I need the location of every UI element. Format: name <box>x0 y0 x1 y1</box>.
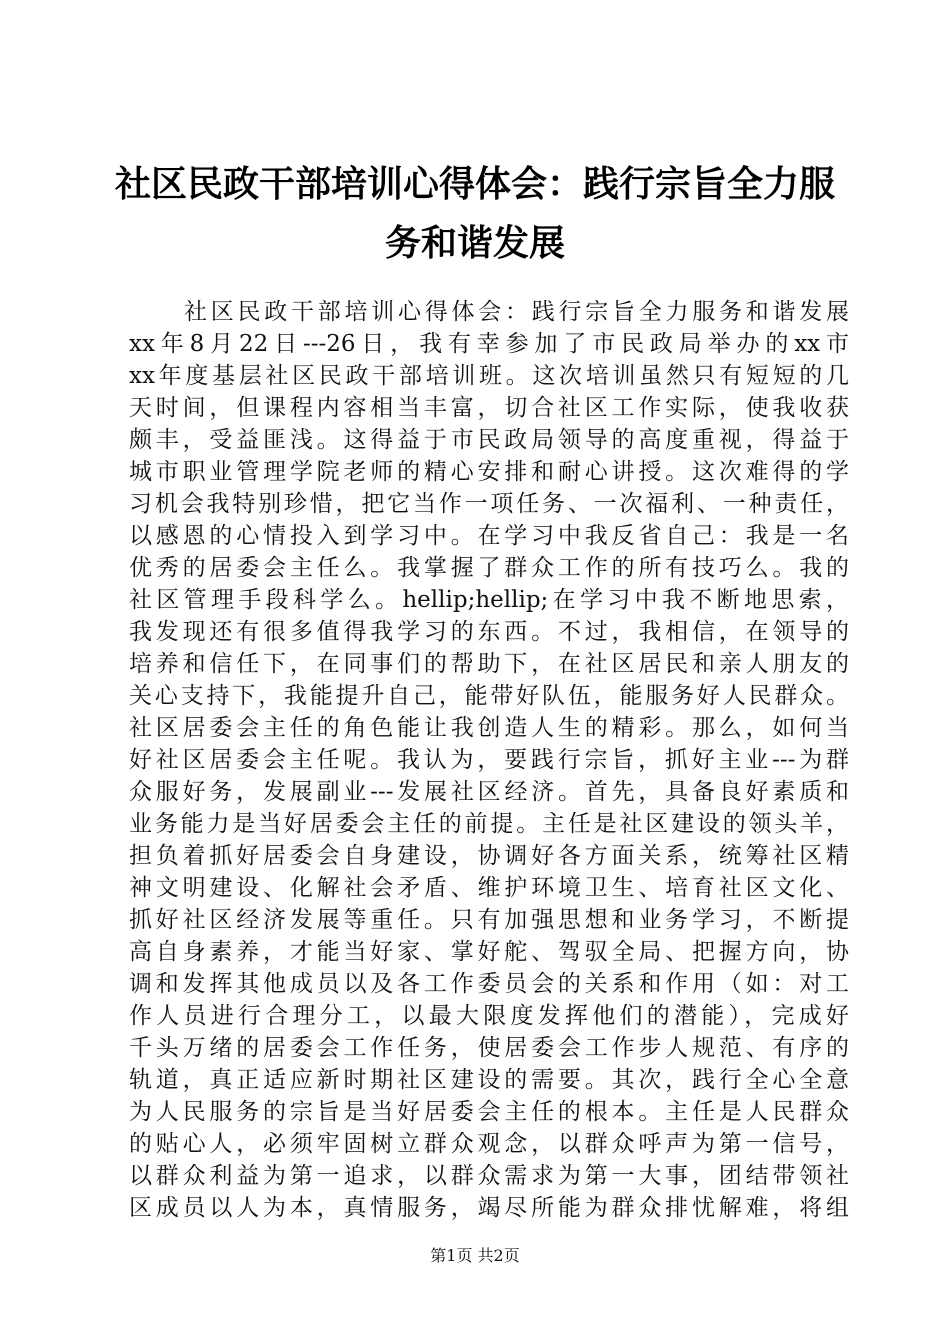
body-line: 调和发挥其他成员以及各工作委员会的关系和作用（如：对工 <box>129 971 849 997</box>
body-line: 好社区居委会主任呢。我认为，要践行宗旨，抓好主业---为群 <box>129 747 849 773</box>
body-line: 以感恩的心情投入到学习中。在学习中我反省自己：我是一名 <box>129 523 849 549</box>
body-line: 千头万绪的居委会工作任务，使居委会工作步人规范、有序的 <box>129 1035 849 1061</box>
body-line: 颇丰，受益匪浅。这得益于市民政局领导的高度重视，得益于 <box>129 427 849 453</box>
body-line: 众服好务，发展副业---发展社区经济。首先，具备良好素质和 <box>129 779 849 805</box>
body-line: 轨道，真正适应新时期社区建设的需要。其次，践行全心全意 <box>129 1067 849 1093</box>
body-line: 我发现还有很多值得我学习的东西。不过，我相信，在领导的 <box>129 619 849 645</box>
document-title-line-1: 社区民政干部培训心得体会：践行宗旨全力服 <box>114 163 835 205</box>
body-line: 业务能力是当好居委会主任的前提。主任是社区建设的领头羊， <box>129 811 849 837</box>
page-footer: 第1页 共2页 <box>430 1246 520 1265</box>
body-line: 社区民政干部培训心得体会：践行宗旨全力服务和谐发展 <box>184 299 849 325</box>
body-line: 担负着抓好居委会自身建设，协调好各方面关系，统筹社区精 <box>129 843 849 869</box>
document-body <box>129 296 849 1224</box>
body-line: 社区居委会主任的角色能让我创造人生的精彩。那么，如何当 <box>129 715 849 741</box>
body-line: 优秀的居委会主任么。我掌握了群众工作的所有技巧么。我的 <box>129 555 849 581</box>
body-line: 习机会我特别珍惜，把它当作一项任务、一次福利、一种责任， <box>129 491 849 517</box>
body-line: 关心支持下，我能提升自己，能带好队伍，能服务好人民群众。 <box>129 683 849 709</box>
body-line: 神文明建设、化解社会矛盾、维护环境卫生、培育社区文化、 <box>129 875 849 901</box>
document-title-line-2: 务和谐发展 <box>384 222 565 264</box>
body-line: xx年度基层社区民政干部培训班。这次培训虽然只有短短的几 <box>129 363 849 389</box>
body-line: 抓好社区经济发展等重任。只有加强思想和业务学习，不断提 <box>129 907 849 933</box>
body-line: 区成员以人为本，真情服务，竭尽所能为群众排忧解难，将组 <box>129 1195 849 1221</box>
body-line: 的贴心人，必须牢固树立群众观念，以群众呼声为第一信号， <box>129 1131 849 1157</box>
body-line: 培养和信任下，在同事们的帮助下，在社区居民和亲人朋友的 <box>129 651 849 677</box>
body-line: 社区管理手段科学么。hellip;hellip;在学习中我不断地思索， <box>129 587 849 613</box>
body-line: 为人民服务的宗旨是当好居委会主任的根本。主任是人民群众 <box>129 1099 849 1125</box>
body-line: 以群众利益为第一追求，以群众需求为第一大事，团结带领社 <box>129 1163 849 1189</box>
body-line: 天时间，但课程内容相当丰富，切合社区工作实际，使我收获 <box>129 395 849 421</box>
body-line: xx年8月22日---26日，我有幸参加了市民政局举办的xx市 <box>129 331 849 357</box>
body-line: 高自身素养，才能当好家、掌好舵、驾驭全局、把握方向，协 <box>129 939 849 965</box>
body-line: 城市职业管理学院老师的精心安排和耐心讲授。这次难得的学 <box>129 459 849 485</box>
body-line: 作人员进行合理分工，以最大限度发挥他们的潜能），完成好 <box>129 1003 849 1029</box>
